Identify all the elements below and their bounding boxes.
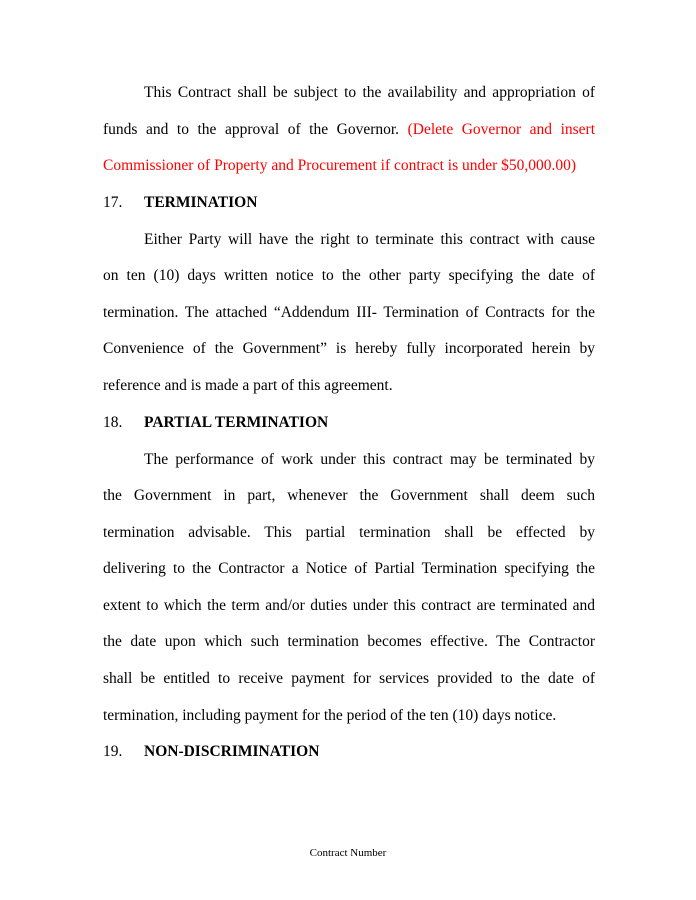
paragraph-line: the Government in part, whenever the Government shall deem such [103, 487, 595, 504]
paragraph-line: on ten (10) days written notice to the other party specifying the date of [103, 267, 595, 284]
section-number: 18. [103, 414, 123, 431]
section-title: TERMINATION [144, 194, 258, 211]
paragraph-line: Either Party will have the right to terminate this contract with cause [144, 231, 595, 248]
paragraph-line: This Contract shall be subject to the availability and appropriation of [144, 84, 595, 101]
paragraph-line: extent to which the term and/or duties under this contract are terminated and [103, 597, 595, 614]
paragraph-line: termination, including payment for the period of the ten (10) days notice. [103, 707, 557, 724]
page-footer: Contract Number [309, 847, 387, 859]
paragraph-line: The performance of work under this contract may be terminated by [144, 451, 595, 468]
paragraph-line: reference and is made a part of this agreement. [103, 377, 393, 394]
section-heading [103, 413, 328, 433]
paragraph-line: delivering to the Contractor a Notice of Partial Termination specifying the [103, 560, 595, 577]
section-title: PARTIAL TERMINATION [144, 414, 329, 431]
paragraph-line: termination advisable. This partial termination shall be effected by [103, 524, 595, 541]
paragraph-line: Convenience of the Government” is hereby fully incorporated herein by [103, 340, 595, 357]
paragraph-line: termination. The attached “Addendum III- Termination of Contracts for the [103, 304, 595, 321]
section-heading [103, 193, 257, 213]
paragraph-text: funds and to the approval of the Governor. [103, 121, 400, 138]
instruction-note-line: Commissioner of Property and Procurement if contract is under $50,000.00) [103, 157, 577, 174]
section-title: NON-DISCRIMINATION [144, 743, 320, 760]
paragraph-line: shall be entitled to receive payment for services provided to the date of [103, 670, 595, 687]
section-number: 19. [103, 743, 123, 760]
paragraph-line [103, 120, 595, 140]
section-heading [103, 742, 319, 762]
section-number: 17. [103, 194, 123, 211]
paragraph-line: the date upon which such termination becomes effective. The Contractor [103, 633, 595, 650]
instruction-note: (Delete Governor and insert [407, 121, 596, 138]
